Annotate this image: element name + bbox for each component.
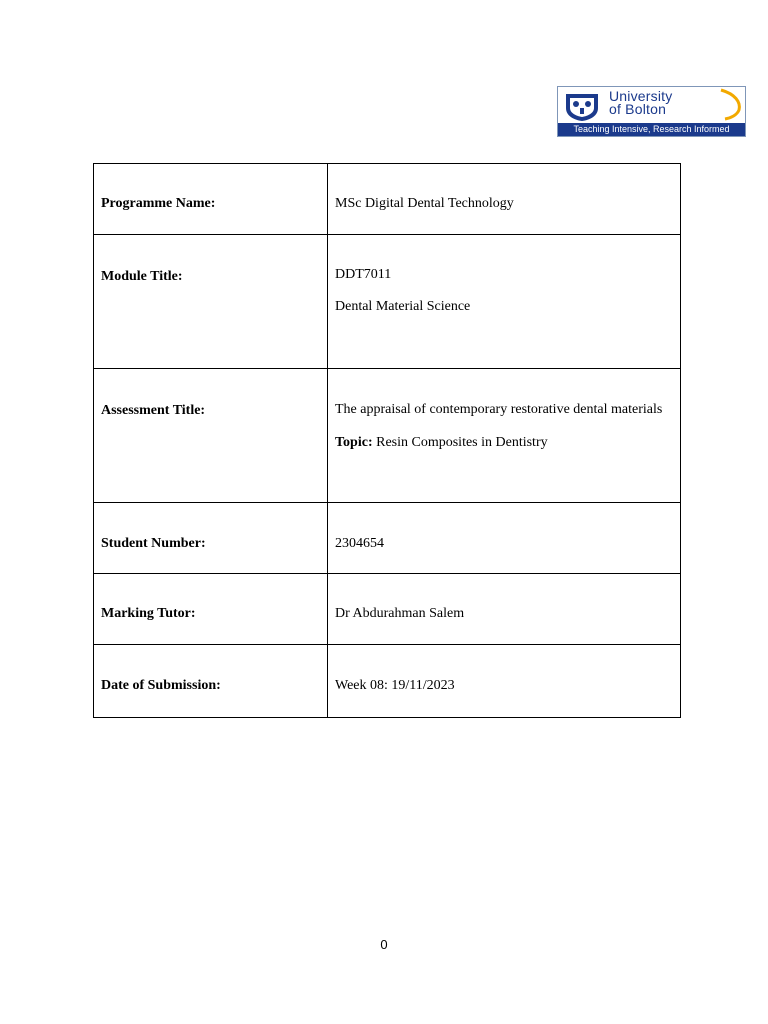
page-number: 0 xyxy=(380,937,388,952)
marking-tutor-label: Marking Tutor: xyxy=(94,574,328,645)
student-number-label: Student Number: xyxy=(94,503,328,574)
logo-tagline: Teaching Intensive, Research Informed xyxy=(558,123,745,136)
table-row xyxy=(94,574,681,645)
student-number-value: 2304654 xyxy=(328,503,681,574)
cover-table xyxy=(93,163,681,718)
logo-line-1: University xyxy=(609,88,673,104)
logo-line-2: of Bolton xyxy=(609,101,667,117)
date-of-submission-value: Week 08: 19/11/2023 xyxy=(328,645,681,718)
programme-name-label: Programme Name: xyxy=(94,164,328,235)
date-of-submission-label: Date of Submission: xyxy=(94,645,328,718)
programme-name-value: MSc Digital Dental Technology xyxy=(328,164,681,235)
marking-tutor-value: Dr Abdurahman Salem xyxy=(328,574,681,645)
logo-wordmark xyxy=(609,90,672,116)
table-row xyxy=(94,369,681,503)
topic-line: Topic: Resin Composites in Dentistry xyxy=(335,435,548,450)
module-title-value: DDT7011 Dental Material Science xyxy=(328,235,681,369)
table-row xyxy=(94,503,681,574)
table-row xyxy=(94,164,681,235)
assessment-title-label: Assessment Title: xyxy=(94,369,328,503)
assessment-title-value: The appraisal of contemporary restorative dental materials Topic: Resin Composites in Dentistry xyxy=(328,369,681,503)
university-crest-icon xyxy=(562,92,602,122)
swoosh-icon xyxy=(691,88,743,124)
table-row xyxy=(94,645,681,718)
university-logo xyxy=(557,86,746,137)
table-row xyxy=(94,235,681,369)
module-title-label: Module Title: xyxy=(94,235,328,369)
